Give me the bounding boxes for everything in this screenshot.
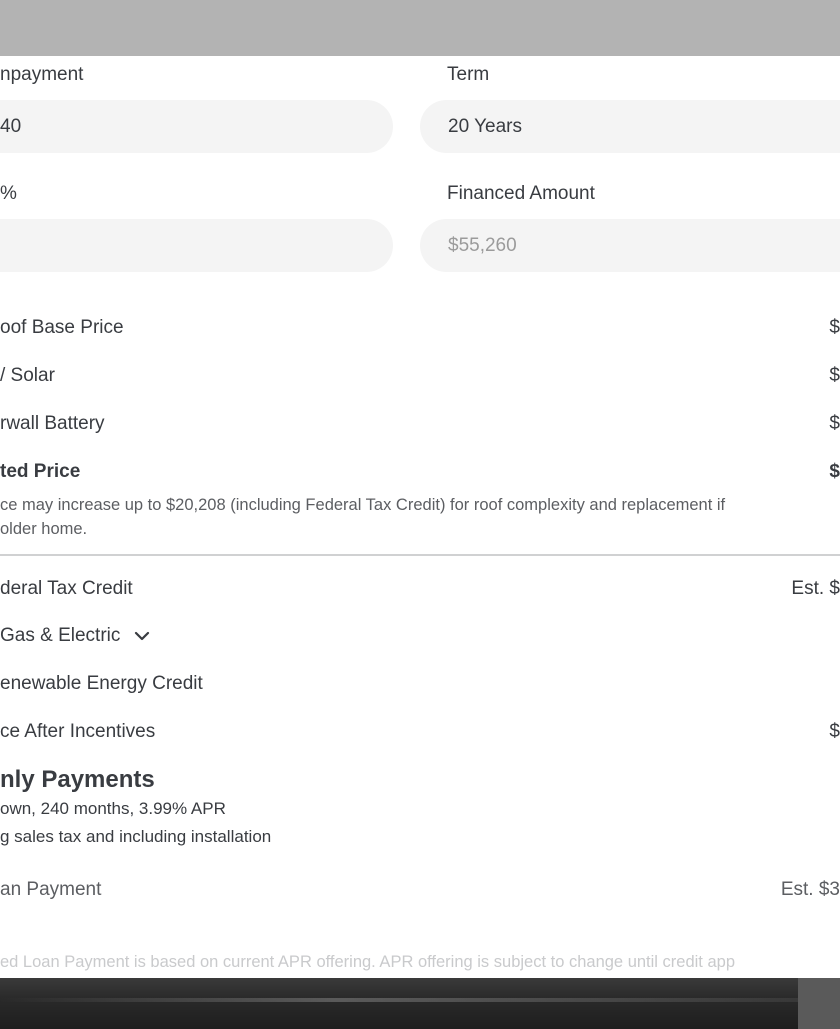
loan-payment-name: an Payment <box>0 879 102 900</box>
price-note-line: ce may increase up to $20,208 (including Federal Tax Credit) for roof complexity and replacement if <box>0 496 726 514</box>
incentive-name: enewable Energy Credit <box>0 673 203 694</box>
term-label: Term <box>447 64 490 85</box>
backdrop-edge <box>798 978 840 1029</box>
term-value: 20 Years <box>448 115 522 137</box>
price-note-line: older home. <box>0 520 88 538</box>
price-row-name: rwall Battery <box>0 413 105 434</box>
price-row-value: $ <box>829 317 840 338</box>
backdrop-top <box>0 0 840 56</box>
price-row-value: $ <box>829 461 840 482</box>
downpayment-label: npayment <box>0 64 84 85</box>
downpayment-value: 40 <box>0 115 22 137</box>
financed-amount-label: Financed Amount <box>447 183 595 204</box>
incentive-name: deral Tax Credit <box>0 578 133 599</box>
incentive-value: Est. $ <box>791 578 840 599</box>
loan-disclaimer: ed Loan Payment is based on current APR offering. APR offering is subject to change until credit app <box>0 953 736 971</box>
price-row-name: oof Base Price <box>0 317 124 338</box>
chevron-down-icon[interactable] <box>134 625 150 647</box>
backdrop-bottom <box>0 978 840 1029</box>
monthly-payments-heading: nly Payments <box>0 766 155 793</box>
apr-input[interactable] <box>0 219 393 272</box>
tax-note-text: g sales tax and including installation <box>0 827 272 846</box>
price-row-value: $ <box>829 413 840 434</box>
price-row-name: ted Price <box>0 461 81 482</box>
price-note <box>0 493 840 541</box>
utility-toggle[interactable] <box>0 625 150 647</box>
loan-payment-value: Est. $3 <box>780 879 840 900</box>
apr-label: % <box>0 183 17 204</box>
price-row-value: $ <box>829 365 840 386</box>
backdrop-stripe <box>0 998 840 1002</box>
solar-roof-pricing-modal <box>0 56 840 978</box>
incentive-value: $ <box>829 721 840 742</box>
term-select[interactable] <box>420 100 840 153</box>
incentive-name: ce After Incentives <box>0 721 156 742</box>
financed-amount-value: $55,260 <box>448 234 517 256</box>
divider <box>0 554 840 556</box>
price-row-name: / Solar <box>0 365 55 386</box>
financed-amount-field <box>420 219 840 272</box>
downpayment-input[interactable] <box>0 100 393 153</box>
incentive-name: Gas & Electric <box>0 625 121 647</box>
loan-terms-text: own, 240 months, 3.99% APR <box>0 799 226 818</box>
